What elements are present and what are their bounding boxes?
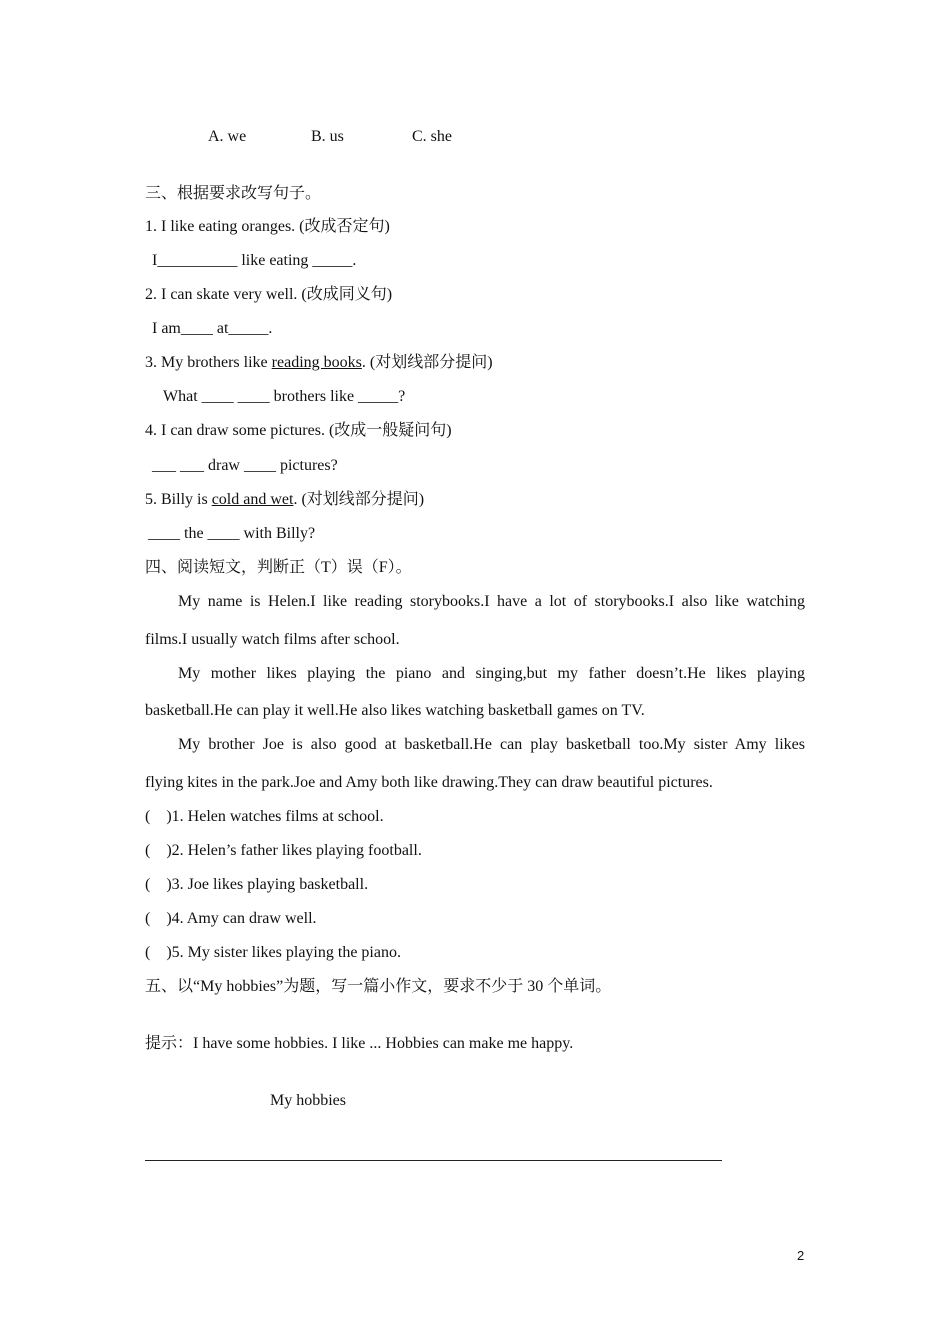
tf-item-3: ( )3. Joe likes playing basketball.: [145, 876, 369, 893]
writing-line: [145, 1160, 722, 1161]
q3-pre: 3. My brothers like: [145, 354, 272, 371]
tf-item-1: ( )1. Helen watches films at school.: [145, 808, 384, 825]
composition-title: My hobbies: [270, 1092, 346, 1109]
option-a: A. we: [208, 128, 247, 145]
writing-hint: 提示：I have some hobbies. I like ... Hobbies can make me happy.: [145, 1035, 574, 1052]
q5-underlined: cold and wet: [211, 491, 294, 508]
q5-text: [145, 490, 424, 510]
para-1-line-2: films.I usually watch films after school.: [145, 631, 400, 648]
q1-text: 1. I like eating oranges. (改成否定句): [145, 218, 390, 235]
q5-answer: ____ the ____ with Billy?: [148, 525, 316, 542]
q3-post: . (对划线部分提问): [361, 354, 493, 371]
q4-answer: ___ ___ draw ____ pictures?: [152, 457, 338, 474]
para-2-line-2: basketball.He can play it well.He also likes watching basketball games on TV.: [145, 702, 645, 719]
q5-pre: 5. Billy is: [145, 491, 212, 508]
q3-underlined: reading books: [271, 354, 362, 371]
page-number: 2: [797, 1248, 805, 1263]
q3-text: [145, 353, 493, 373]
para-3-line-1: My brother Joe is also good at basketball.He can play basketball too.My sister Amy likes: [178, 736, 805, 753]
section-5-heading: 五、以“My hobbies”为题，写一篇小作文，要求不少于 30 个单词。: [145, 978, 612, 995]
tf-item-5: ( )5. My sister likes playing the piano.: [145, 944, 401, 961]
para-2-line-1: My mother likes playing the piano and singing,but my father doesn’t.He likes playing: [178, 665, 805, 682]
tf-item-4: ( )4. Amy can draw well.: [145, 910, 317, 927]
q3-answer: What ____ ____ brothers like _____?: [163, 388, 406, 405]
para-3-line-2: flying kites in the park.Joe and Amy both like drawing.They can draw beautiful pictures.: [145, 774, 713, 791]
option-c: C. she: [412, 128, 452, 145]
q2-text: 2. I can skate very well. (改成同义句): [145, 286, 393, 303]
para-1-line-1: My name is Helen.I like reading storybooks.I have a lot of storybooks.I also like watching: [178, 593, 805, 610]
option-b: B. us: [311, 128, 344, 145]
q4-text: 4. I can draw some pictures. (改成一般疑问句): [145, 422, 452, 439]
q5-post: . (对划线部分提问): [293, 491, 425, 508]
q2-answer: I am____ at_____.: [152, 320, 273, 337]
tf-item-2: ( )2. Helen’s father likes playing football.: [145, 842, 422, 859]
section-3-heading: 三、根据要求改写句子。: [145, 185, 322, 202]
section-4-heading: 四、阅读短文，判断正（T）误（F）。: [145, 559, 412, 576]
q1-answer: I__________ like eating _____.: [152, 252, 357, 269]
